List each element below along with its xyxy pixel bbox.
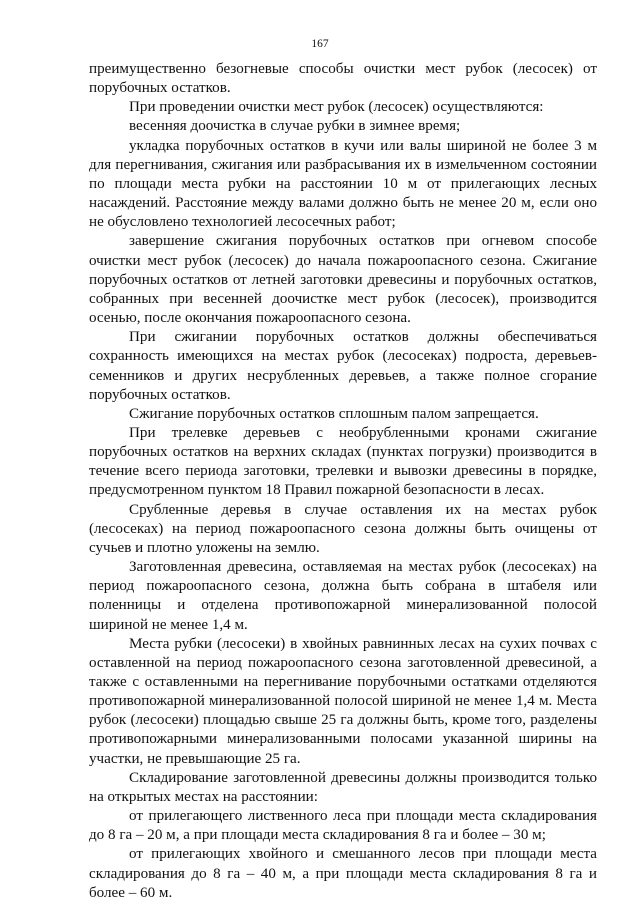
paragraph-continuation: преимущественно безогневые способы очистки мест рубок (лесосек) от порубочных остатков. [89,61,597,97]
paragraph: При сжигании порубочных остатков должны обеспечиваться сохранность имеющихся на местах рубок (лесосеках) подроста, деревьев-семенников и других несрубленных деревьев, а также полное сгорание порубочных остатков. [89,329,597,403]
paragraph-list-item: от прилегающего лиственного леса при площади места складирования до 8 га – 20 м, а при площади места складирования 8 га и более – 30 м; [89,808,597,844]
paragraph: При проведении очистки мест рубок (лесосек) осуществляются: [129,99,544,116]
paragraph-list-item: от прилегающих хвойного и смешанного лесов при площади места складирования до 8 га – 40 м, а при площади места складирования 8 га и более – 60 м. [89,846,597,901]
page-number: 167 [311,38,329,50]
paragraph: Срубленные деревья в случае оставления их на местах рубок (лесосеках) на период пожароопасного сезона должны быть очищены от сучьев и плотно уложены на землю. [89,501,597,556]
paragraph: Сжигание порубочных остатков сплошным палом запрещается. [129,405,539,422]
paragraph-list-item: весенняя доочистка в случае рубки в зимнее время; [129,118,461,135]
paragraph-list-item: укладка порубочных остатков в кучи или валы шириной не более 3 м для перегнивания, сжигания или разбрасывания их в измельченном состоянии по площади места рубки на расстоянии 10 м от прилегающих лесных насаждений. Расстояние между валами должно быть не менее 20 м, если оно не обусловлено технологией лесосечных работ; [89,137,597,231]
document-body [89,60,597,903]
paragraph: При трелевке деревьев с необрубленными кронами сжигание порубочных остатков на верхних складах (пунктах погрузки) производится в течение всего периода заготовки, трелевки и вывозки древесины в порядке, предусмотренном пунктом 18 Правил пожарной безопасности в лесах. [89,424,597,499]
paragraph: Места рубки (лесосеки) в хвойных равнинных лесах на сухих почвах с оставленной на период пожароопасного сезона заготовленной древесиной, а также с оставленными на перегнивание порубочными остатками отделяются противопожарной минерализованной полосой шириной не менее 1,4 м. Места рубок (лесосеки) площадью свыше 25 га должны быть, кроме того, разделены противопожарными минерализованными полосами указанной ширины на участки, не превышающие 25 га. [89,635,597,767]
paragraph: Заготовленная древесина, оставляемая на местах рубок (лесосеках) на период пожароопасного сезона, должна быть собрана в штабеля или поленницы и отделена противопожарной минерализованной полосой шириной не менее 1,4 м. [89,559,597,633]
paragraph-list-item: завершение сжигания порубочных остатков при огневом способе очистки мест рубок (лесосек) до начала пожароопасного сезона. Сжигание порубочных остатков от летней заготовки древесины и порубочных остатков, собранных при весенней доочистке мест рубок (лесосек), производится осенью, после окончания пожароопасного сезона. [89,233,597,327]
paragraph: Складирование заготовленной древесины должны производится только на открытых местах на расстоянии: [89,769,597,805]
